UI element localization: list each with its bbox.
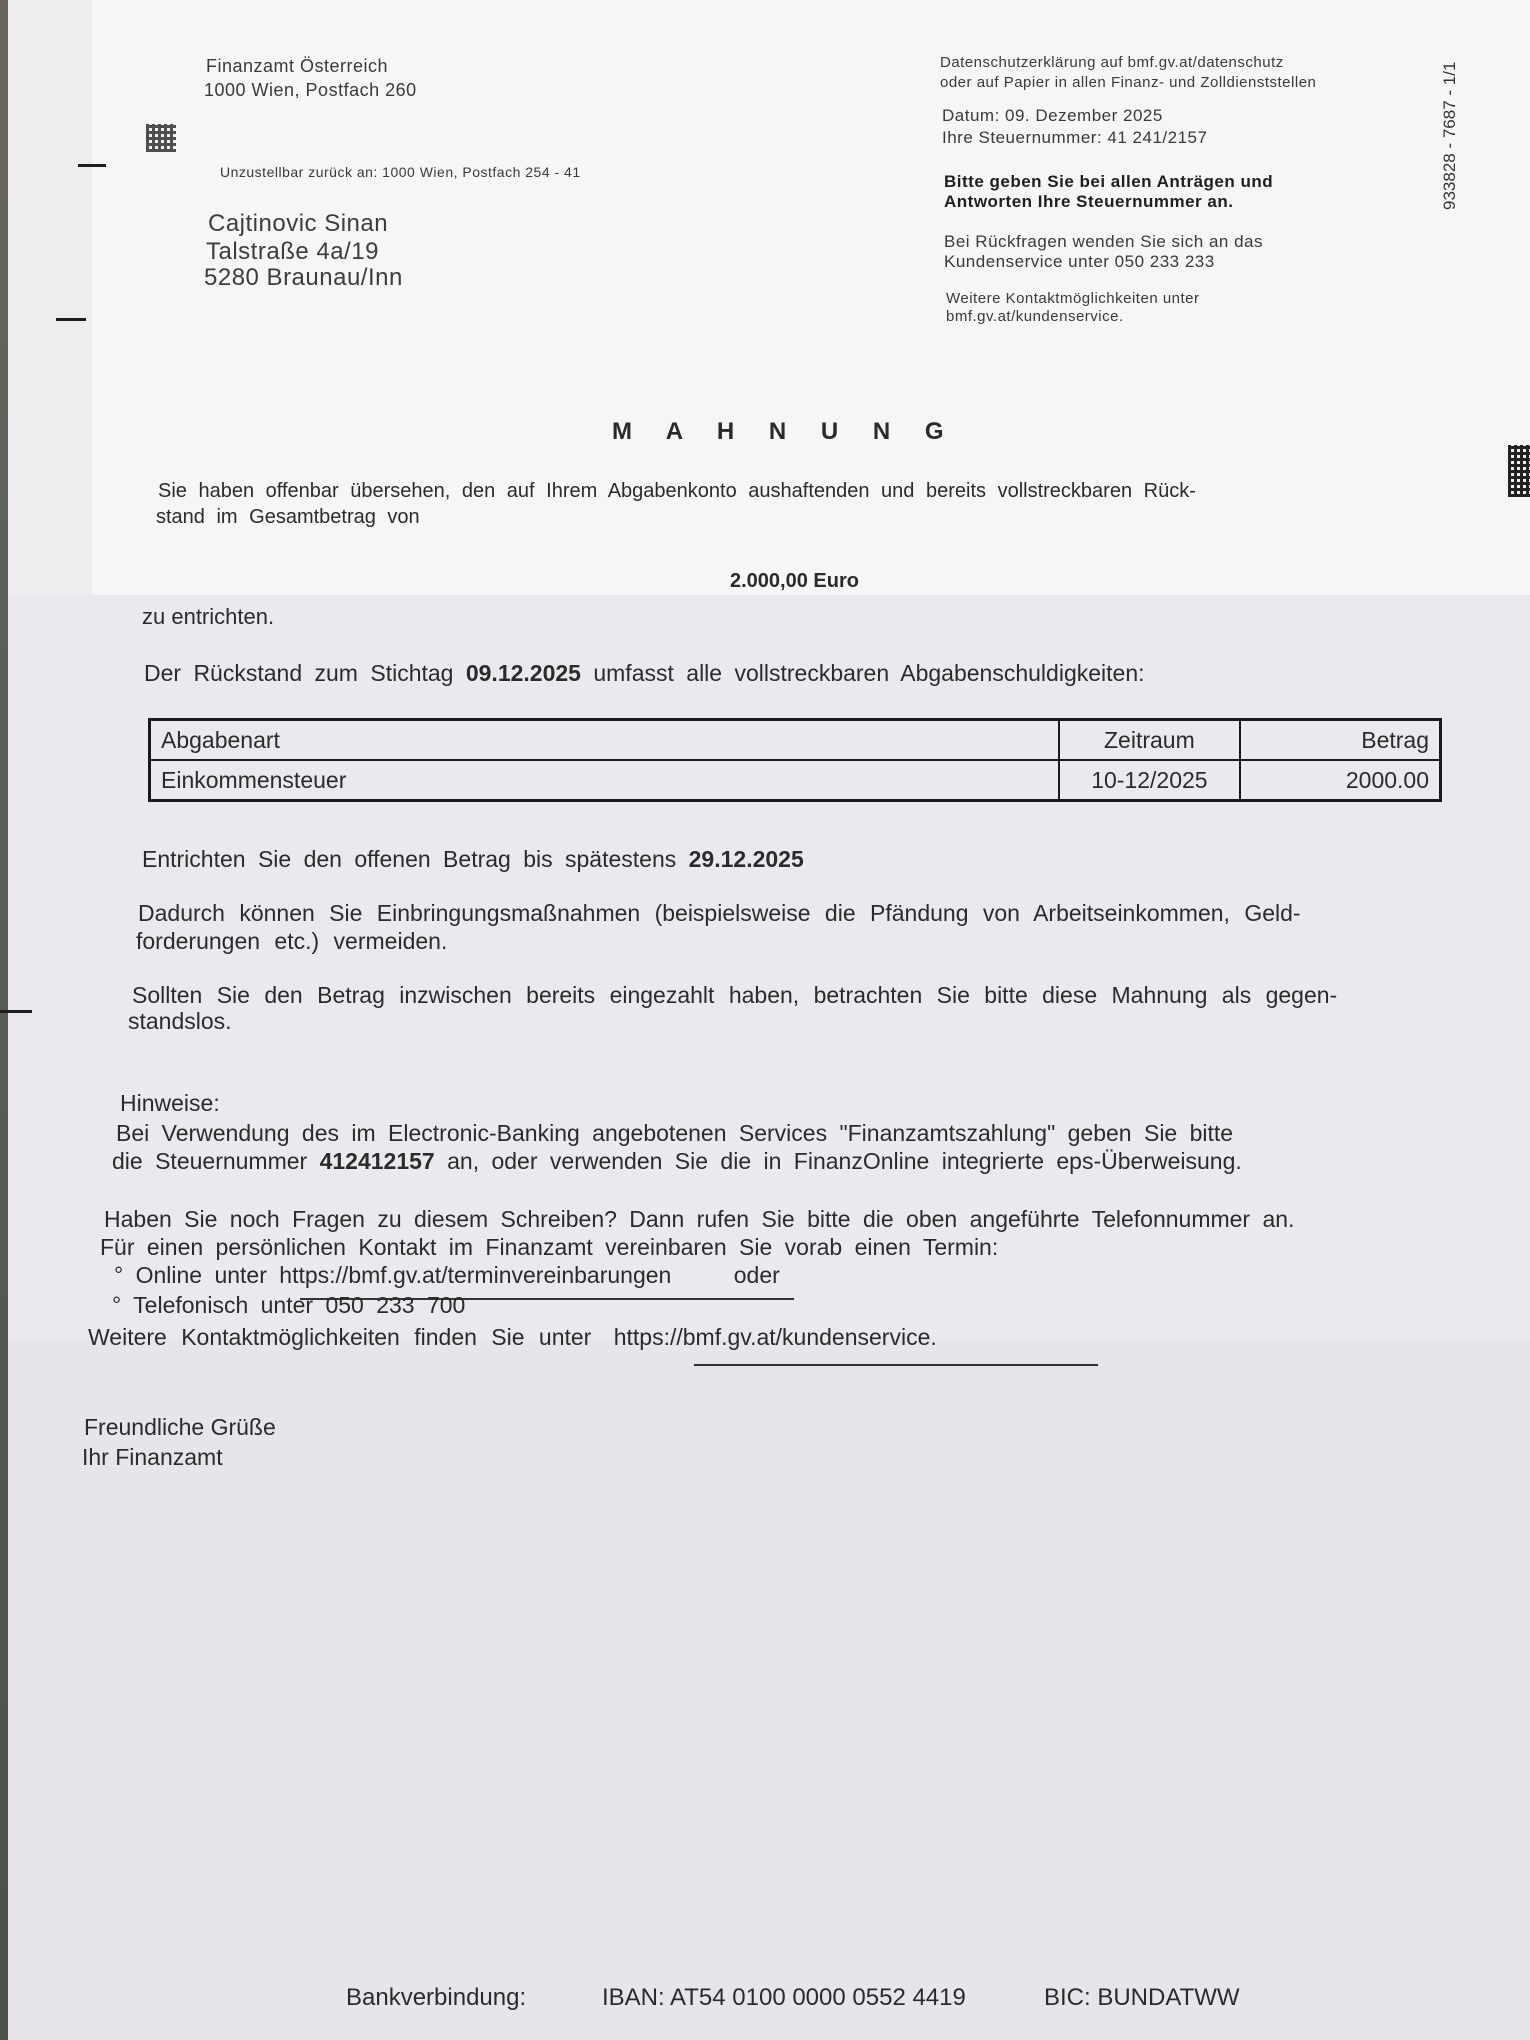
para1-line2: forderungen etc.) vermeiden. [136, 928, 448, 954]
header-betrag: Betrag [1240, 720, 1441, 761]
stichtag-line [144, 660, 1145, 687]
due-line [142, 846, 804, 873]
para2-line2: standslos. [128, 1008, 232, 1034]
header-abgabenart: Abgabenart [150, 720, 1060, 761]
due-pre: Entrichten Sie den offenen Betrag bis spätestens [142, 846, 677, 872]
sender-line1: Finanzamt Österreich [206, 56, 389, 76]
fold-mark [0, 1010, 32, 1013]
online-post: oder [733, 1262, 780, 1288]
more-contact-line2: bmf.gv.at/kundenservice. [946, 308, 1124, 325]
due-date: 29.12.2025 [688, 846, 804, 872]
datamatrix-code-edge [1508, 445, 1530, 497]
weitere-link-underline [694, 1364, 1098, 1366]
tax-number: Ihre Steuernummer: 41 241/2157 [942, 128, 1208, 147]
cell-betrag: 2000.00 [1240, 760, 1441, 801]
datamatrix-code [146, 124, 176, 152]
recipient-street: Talstraße 4a/19 [206, 238, 379, 265]
debt-table [148, 718, 1442, 802]
privacy-line2: oder auf Papier in allen Finanz- und Zolldienststellen [940, 74, 1317, 91]
weitere-pre: Weitere Kontaktmöglichkeiten finden Sie unter [88, 1324, 592, 1350]
hinweise-post: an, oder verwenden Sie die in FinanzOnline integrierte eps-Überweisung. [447, 1148, 1242, 1174]
para2-line1: Sollten Sie den Betrag inzwischen bereits eingezahlt haben, betrachten Sie bitte diese Mahnung als gegen- [132, 982, 1338, 1008]
table-header-row [150, 720, 1441, 761]
hinweise-line1: Bei Verwendung des im Electronic-Banking angebotenen Services "Finanzamtszahlung" geben Sie bitte [116, 1120, 1234, 1146]
weitere-line [88, 1324, 937, 1351]
questions-line1: Haben Sie noch Fragen zu diesem Schreiben? Dann rufen Sie bitte die oben angeführte Telefonnummer an. [104, 1206, 1295, 1232]
intro-line3: zu entrichten. [142, 604, 275, 629]
phone-line: ° Telefonisch unter 050 233 700 [112, 1292, 466, 1318]
letter-lower-fold [8, 1340, 1530, 2040]
stichtag-post: umfasst alle vollstreckbaren Abgabenschuldigkeiten: [593, 660, 1145, 686]
hinweise-line2 [112, 1148, 1242, 1175]
questions-line2: Für einen persönlichen Kontakt im Finanzamt vereinbaren Sie vorab einen Termin: [100, 1234, 999, 1260]
letter-date: Datum: 09. Dezember 2025 [942, 106, 1163, 125]
recipient-name: Cajtinovic Sinan [208, 210, 389, 237]
document-code: 933828 - 7687 - 1/1 [1440, 61, 1459, 210]
hinweise-pre: die Steuernummer [112, 1148, 308, 1174]
contact-line1: Bei Rückfragen wenden Sie sich an das [944, 232, 1264, 251]
online-line [114, 1262, 780, 1289]
bank-label: Bankverbindung: [346, 1984, 527, 2011]
hinweise-taxnr: 412412157 [319, 1148, 435, 1174]
weitere-link[interactable]: https://bmf.gv.at/kundenservice. [613, 1324, 937, 1350]
privacy-line1: Datenschutzerklärung auf bmf.gv.at/datenschutz [940, 54, 1284, 71]
stichtag-date: 09.12.2025 [465, 660, 581, 686]
sender-line2: 1000 Wien, Postfach 260 [204, 80, 417, 100]
table-row [150, 760, 1441, 801]
bic: BIC: BUNDATWW [1044, 1984, 1240, 2011]
greeting-line1: Freundliche Grüße [84, 1414, 276, 1440]
intro-line2: stand im Gesamtbetrag von [156, 506, 420, 528]
online-pre: ° Online unter [114, 1262, 267, 1288]
greeting-line2: Ihr Finanzamt [82, 1444, 223, 1470]
more-contact-line1: Weitere Kontaktmöglichkeiten unter [946, 290, 1200, 307]
return-note: Unzustellbar zurück an: 1000 Wien, Postfach 254 - 41 [220, 164, 581, 180]
para1-line1: Dadurch können Sie Einbringungsmaßnahmen (beispielsweise die Pfändung von Arbeitseinkommen, Geld- [138, 900, 1301, 926]
intro-line1: Sie haben offenbar übersehen, den auf Ihrem Abgabenkonto aushaftenden und bereits vollstreckbaren Rück- [158, 480, 1196, 502]
contact-line2: Kundenservice unter 050 233 233 [944, 252, 1215, 271]
stichtag-pre: Der Rückstand zum Stichtag [144, 660, 454, 686]
header-zeitraum: Zeitraum [1059, 720, 1240, 761]
fold-mark [56, 318, 86, 321]
document-title: M A H N U N G [612, 418, 958, 445]
total-amount: 2.000,00 Euro [730, 570, 859, 592]
recipient-city: 5280 Braunau/Inn [204, 264, 403, 291]
hint-line1: Bitte geben Sie bei allen Anträgen und [944, 172, 1274, 191]
iban: IBAN: AT54 0100 0000 0552 4419 [602, 1984, 966, 2011]
hinweise-title: Hinweise: [120, 1090, 220, 1116]
online-link[interactable]: https://bmf.gv.at/terminvereinbarungen [279, 1262, 672, 1288]
cell-zeitraum: 10-12/2025 [1059, 760, 1240, 801]
fold-mark [78, 164, 106, 167]
hint-line2: Antworten Ihre Steuernummer an. [944, 192, 1234, 211]
cell-abgabenart: Einkommensteuer [150, 760, 1060, 801]
